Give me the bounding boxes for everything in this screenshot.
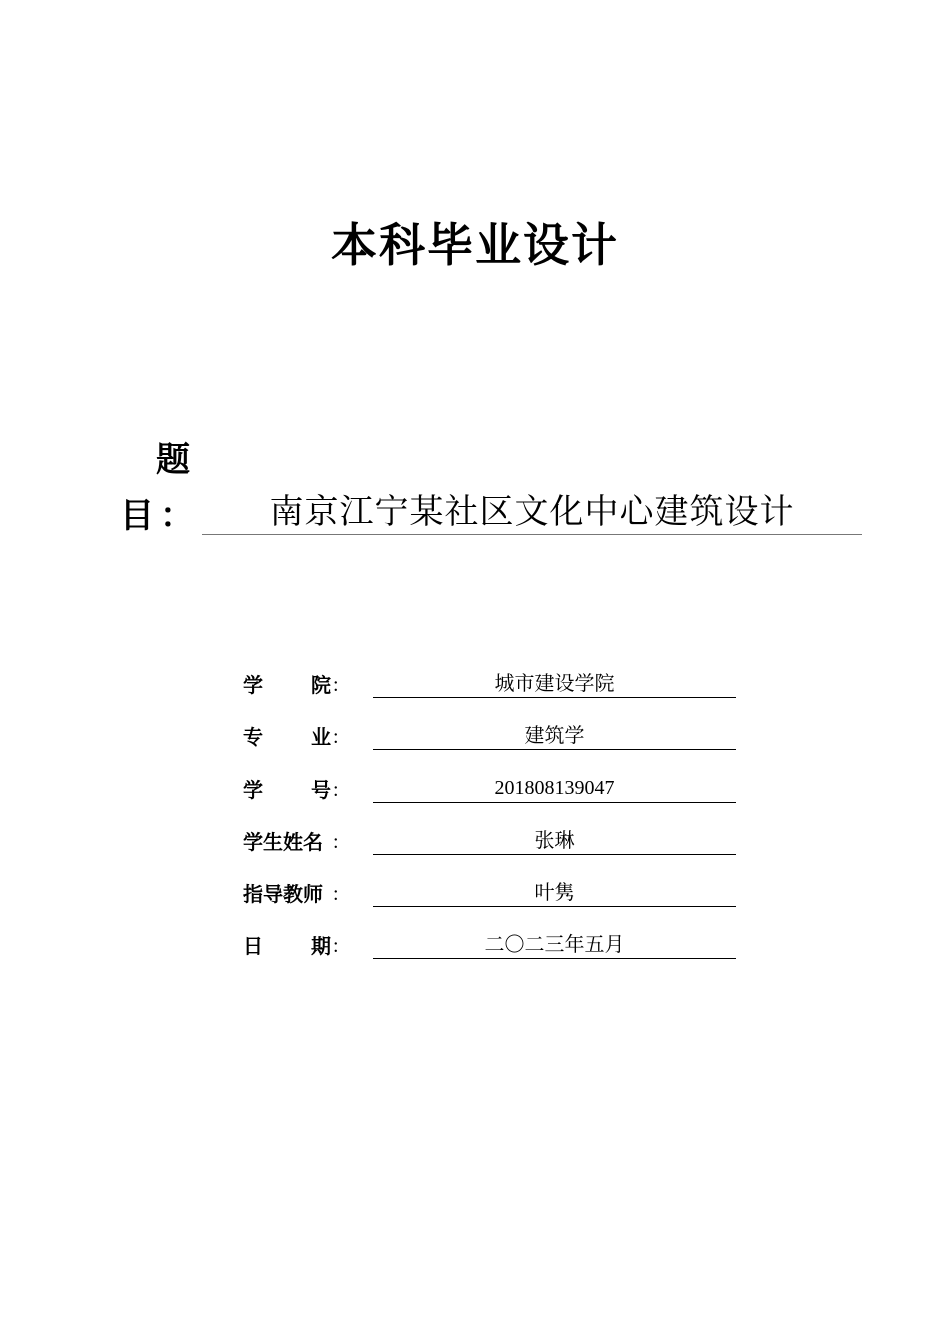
date-value: 二〇二三年五月 [373, 930, 736, 959]
major-label-char-2: 业 [311, 725, 331, 749]
student-name-colon: : [333, 831, 339, 853]
college-label-char-1: 学 [243, 673, 263, 697]
field-row-college [243, 669, 736, 701]
student-id-label-char-1: 学 [243, 778, 263, 802]
advisor-colon: : [333, 883, 339, 905]
date-label-char-2: 期 [311, 934, 331, 958]
topic-value: 南京江宁某社区文化中心建筑设计 [202, 490, 862, 535]
field-row-advisor [243, 878, 736, 910]
field-row-major [243, 721, 736, 753]
date-label-char-1: 日 [243, 934, 263, 958]
student-name-value: 张琳 [373, 826, 736, 855]
student-id-colon: : [333, 779, 339, 801]
student-id-value: 201808139047 [373, 774, 736, 803]
advisor-value: 叶隽 [373, 878, 736, 907]
college-colon: : [333, 674, 339, 696]
topic-label-part-2: 目： [120, 496, 200, 536]
student-name-label-text: 学生姓名 [243, 830, 323, 854]
major-value: 建筑学 [373, 721, 736, 750]
field-row-student-name [243, 826, 736, 858]
date-colon: : [333, 935, 339, 957]
advisor-label-text: 指导教师 [243, 882, 323, 906]
major-label-char-1: 专 [243, 725, 263, 749]
topic-label-part-1: 题 [156, 440, 190, 480]
page-title: 本科毕业设计 [331, 218, 619, 272]
college-label-char-2: 院 [311, 673, 331, 697]
field-row-student-id [243, 774, 736, 806]
field-row-date [243, 930, 736, 962]
student-id-label-char-2: 号 [311, 778, 331, 802]
major-colon: : [333, 726, 339, 748]
college-value: 城市建设学院 [373, 669, 736, 698]
